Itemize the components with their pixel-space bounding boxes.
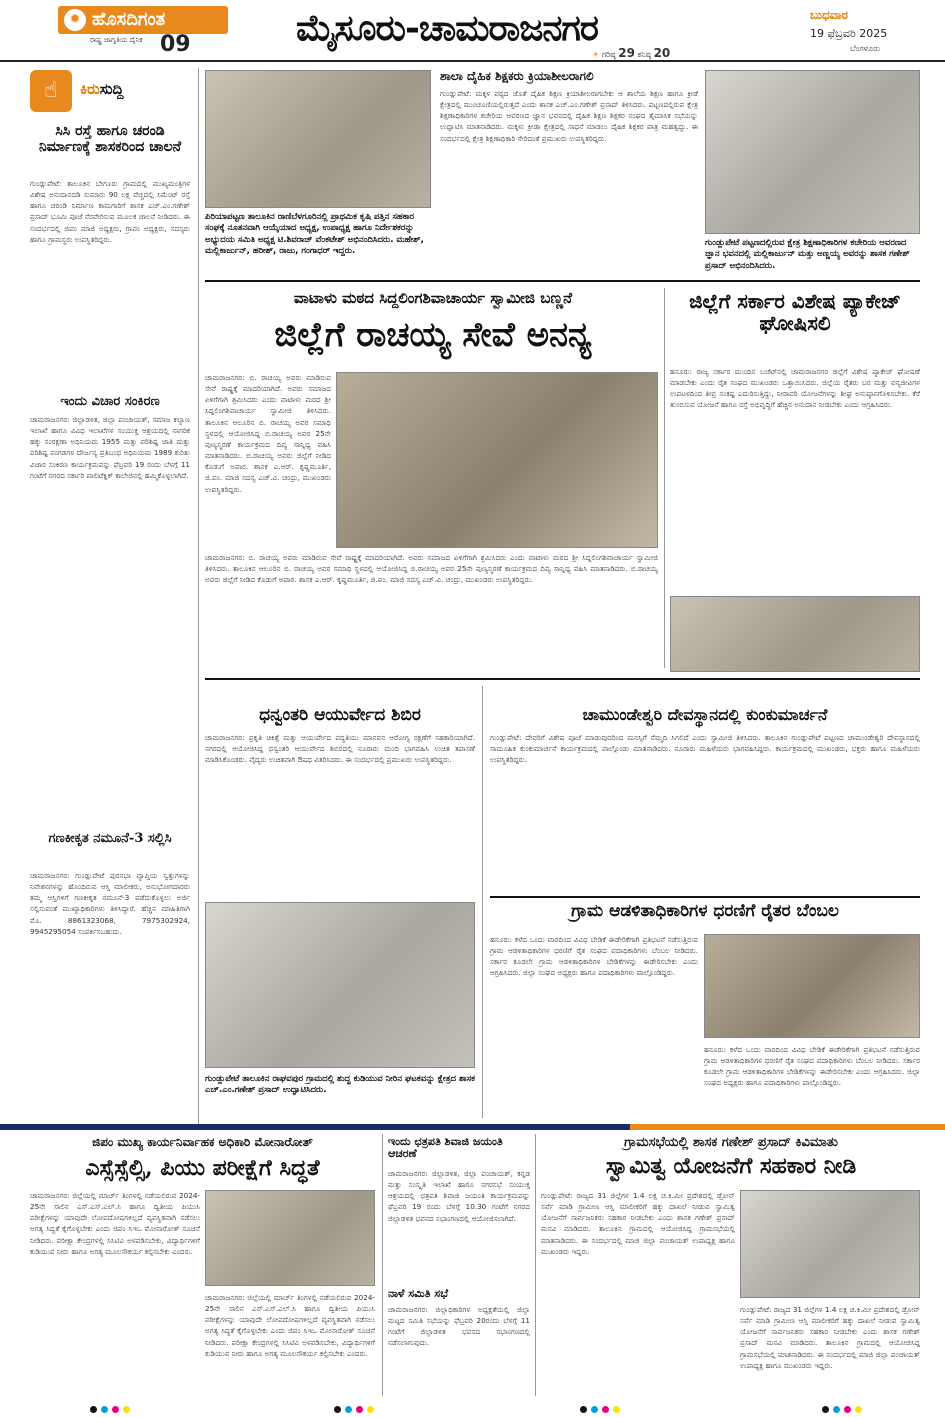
body-sslc-col2: ಚಾಮರಾಜನಗರ: ಜಿಲ್ಲೆಯಲ್ಲಿ ಮಾರ್ಚ್ ತಿಂಗಳಲ್ಲಿ ನಡೆಯಲಿರುವ 2024-25ನೇ ಸಾಲಿನ ಎಸ್.ಎಸ್.ಎಲ್.ಸಿ ಹಾಗೂ ದ್ವಿತೀಯ ಪಿಯುಸಿ ಪರೀಕ್ಷೆಗಳನ್ನು ಯಾವುದೇ ಲೋಪದೋಷಗಳಿಲ್ಲದೆ ವ್ಯವಸ್ಥಿತವಾಗಿ ನಡೆಸಲು ಅಗತ್ಯ ಸಿದ್ಧತೆ ಕೈಗೊಳ್ಳಬೇಕು ಎಂದು ಜಿಪಂ ಸಿಇಒ ಮೋನಾರೋತ್ ಸೂಚನೆ ನೀಡಿದರು. ಪರೀಕ್ಷಾ ಕೇಂದ್ರಗಳಲ್ಲಿ ಸಿಸಿಟಿವಿ ಅಳವಡಿಸಬೇಕು, ವಿದ್ಯಾರ್ಥಿಗಳಿಗೆ ಕುಡಿಯುವ ನೀರು ಹಾಗೂ ಅಗತ್ಯ ಮೂಲಸೌಕರ್ಯ ಕಲ್ಪಿಸಬೇಕು ಎಂದರು. <box>205 1293 375 1358</box>
lamp-icon: ✹ <box>64 9 86 31</box>
brief-title-seminar: ಇಂದು ವಿಚಾರ ಸಂಕಿರಣ <box>60 394 160 409</box>
registration-dots-mid-left <box>332 1406 376 1413</box>
body-sslc-col1: ಚಾಮರಾಜನಗರ: ಜಿಲ್ಲೆಯಲ್ಲಿ ಮಾರ್ಚ್ ತಿಂಗಳಲ್ಲಿ ನಡೆಯಲಿರುವ 2024-25ನೇ ಸಾಲಿನ ಎಸ್.ಎಸ್.ಎಲ್.ಸಿ ಹಾಗೂ ದ್ವಿತೀಯ ಪಿಯುಸಿ ಪರೀಕ್ಷೆಗಳನ್ನು ಯಾವುದೇ ಲೋಪದೋಷಗಳಿಲ್ಲದೆ ವ್ಯವಸ್ಥಿತವಾಗಿ ನಡೆಸಲು ಅಗತ್ಯ ಸಿದ್ಧತೆ ಕೈಗೊಳ್ಳಬೇಕು ಎಂದು ಜಿಪಂ ಸಿಇಒ ಮೋನಾರೋತ್ ಸೂಚನೆ ನೀಡಿದರು. ಪರೀಕ್ಷಾ ಕೇಂದ್ರಗಳಲ್ಲಿ ಸಿಸಿಟಿವಿ ಅಳವಡಿಸಬೇಕು, ವಿದ್ಯಾರ್ಥಿಗಳಿಗೆ ಕುಡಿಯುವ ನೀರು ಹಾಗೂ ಅಗತ್ಯ ಮೂಲಸೌಕರ್ಯ ಕಲ್ಪಿಸಬೇಕು ಎಂದರು. <box>30 1191 200 1256</box>
body-kumkumarchane: ಗುಂಡ್ಲುಪೇಟೆ: ದೇವರಿಗೆ ವಿಶೇಷ ಪೂಜೆ ಮಾಡುವುದರಿಂದ ಮನಸ್ಸಿಗೆ ನೆಮ್ಮದಿ ಸಿಗಲಿದೆ ಎಂದು ಸ್ವಾಮೀಜಿ ತಿಳಿಸಿದರು. ತಾಲೂಕಿನ ಗುಂಡ್ಲುಪೇಟೆ ಪಟ್ಟಣದ ಚಾಮುಂಡೇಶ್ವರಿ ದೇವಸ್ಥಾನದಲ್ಲಿ ಸಾಮೂಹಿಕ ಕುಂಕುಮಾರ್ಚನೆ ಕಾರ್ಯಕ್ರಮದಲ್ಲಿ ಪಾಲ್ಗೊಂಡು ಮಾತನಾಡಿದರು. ನೂರಾರು ಮಹಿಳೆಯರು ಭಾಗವಹಿಸಿದ್ದರು. ಕಾರ್ಯಕ್ರಮದಲ್ಲಿ ಮುಖಂಡರು, ಭಕ್ತರು ಹಾಗೂ ಮಹಿಳೆಯರು ಉಪಸ್ಥಿತರಿದ್ದರು. <box>490 733 920 765</box>
weather-min-label: ಕನಿಷ್ಠ <box>637 50 652 59</box>
caption-pe-teachers: ಗುಂಡ್ಲುಪೇಟೆ ಪಟ್ಟಣದಲ್ಲಿರುವ ಕ್ಷೇತ್ರ ಶಿಕ್ಷಣಾಧಿಕಾರಿಗಳ ಕಚೇರಿಯ ಆವರಣದ ಜ್ಞಾನ ಭವನದಲ್ಲಿ ಮಲ್ಲಿಕಾರ್ಜುನ್ ಮತ್ತು ಅಣ್ಣಯ್ಯ ಅವರನ್ನು ಶಾಸಕ ಗಣೇಶ್ ಪ್ರಸಾದ್ ಅಭಿನಂದಿಸಿದರು. <box>705 238 910 271</box>
newspaper-logo: ಹೊಸದಿಗಂತ <box>58 6 228 34</box>
lead-kicker: ವಾಟಾಳು ಮಠದ ಸಿದ್ದಲಿಂಗಶಿವಾಚಾರ್ಯ ಸ್ವಾಮೀಜಿ ಬಣ್ಣನೆ <box>293 289 573 307</box>
page-number: 09 <box>160 32 191 57</box>
brief-title-form3: ಗಣಕೀಕೃತ ನಮೂನೆ-3 ಸಲ್ಲಿಸಿ <box>48 831 172 846</box>
brief-title-road: ಸಿಸಿ ರಸ್ತೆ ಹಾಗೂ ಚರಂಡಿ ನಿರ್ಮಾಣಕ್ಕೆ ಶಾಸಕರಿಂದ ಚಾಲನೆ <box>38 123 182 155</box>
headline-shivaji: ಇಂದು ಛತ್ರಪತಿ ಶಿವಾಜಿ ಜಯಂತಿ ಆಚರಣೆ <box>388 1135 503 1161</box>
headline-sslc: ಎಸ್ಸೆಸ್ಸೆಲ್ಸಿ, ಪಿಯು ಪರೀಕ್ಷೆಗೆ ಸಿದ್ಧತೆ <box>85 1155 320 1181</box>
photo-exam-meeting <box>205 1190 375 1286</box>
body-ayurveda: ಚಾಮರಾಜನಗರ: ಪ್ರಕೃತಿ ಚಿಕಿತ್ಸೆ ಮತ್ತು ಆಯುರ್ವೇದ ಪದ್ಧತಿಯು ಮಾನವನ ಆರೋಗ್ಯ ರಕ್ಷಣೆಗೆ ಸಹಕಾರಿಯಾಗಿದೆ. ನಗರದಲ್ಲಿ ಆಯೋಜಿಸಿದ್ದ ಧನ್ವಂತರಿ ಆಯುರ್ವೇದ ಶಿಬಿರದಲ್ಲಿ ನೂರಾರು ಮಂದಿ ಭಾಗವಹಿಸಿ ಉಚಿತ ತಪಾಸಣೆ ಮಾಡಿಸಿಕೊಂಡರು. ವೈದ್ಯರು ಉಚಿತವಾಗಿ ಔಷಧ ವಿತರಿಸಿದರು. ಈ ಸಂದರ್ಭದಲ್ಲಿ ಪ್ರಮುಖರು ಉಪಸ್ಥಿತರಿದ್ದರು. <box>205 733 475 765</box>
photo-pe-teachers-group <box>705 70 920 234</box>
section-rule-3 <box>490 896 920 898</box>
body-pe-teachers: ಗುಂಡ್ಲುಪೇಟೆ: ಮಕ್ಕಳ ಪಠ್ಯದ ಜೊತೆ ದೈಹಿಕ ಶಿಕ್ಷಣ ಕ್ರಿಯಾಶೀಲರಾಗಬೇಕು ಆ ಶಾಲೆಯ ಶಿಕ್ಷಣ ಹಾಗೂ ಕ್ರೀಡೆ ಕ್ಷೇತ್ರದಲ್ಲಿ ಮುಂಚೂಣಿಯಲ್ಲಿರುತ್ತದೆ ಎಂದು ಶಾಸಕ ಎಚ್.ಎಂ.ಗಣೇಶ್ ಪ್ರಸಾದ್ ತಿಳಿಸಿದರು. ಪಟ್ಟಣದಲ್ಲಿರುವ ಕ್ಷೇತ್ರ ಶಿಕ್ಷಣಾಧಿಕಾರಿಗಳ ಕಚೇರಿಯ ಆವರಣದ ಜ್ಞಾನ ಭವನದಲ್ಲಿ ದೈಹಿಕ ಶಿಕ್ಷಣ ಶಿಕ್ಷಕರ ಸಂಘದ ತೈಮಾಸಿಕ ಸಭೆಯನ್ನು ಉದ್ಘಾಟಿಸಿ ಮಾತನಾಡಿದರು. ಮಕ್ಕಳು ಕ್ರೀಡಾ ಕ್ಷೇತ್ರದಲ್ಲಿ ಸಾಧನೆ ಮಾಡಲು ದೈಹಿಕ ಶಿಕ್ಷಕರ ಪಾತ್ರ ಮಹತ್ವದ್ದು. ಈ ಸಂದರ್ಭದಲ್ಲಿ ಕ್ಷೇತ್ರ ಶಿಕ್ಷಣಾಧಿಕಾರಿ ಸೇರಿದಂತೆ ಪ್ರಮುಖರು ಉಪಸ್ಥಿತರಿದ್ದರು. <box>440 89 698 143</box>
body-farmers-col2: ಹನೂರು: ಕಳೆದ ಒಂದು ವಾರದಿಂದ ವಿವಿಧ ಬೇಡಿಕೆ ಈಡೇರಿಕೆಗಾಗಿ ಪ್ರತಿಭಟನೆ ನಡೆಸುತ್ತಿರುವ ಗ್ರಾಮ ಆಡಳಿತಾಧಿಕಾರಿಗಳ ಧರಣಿಗೆ ರೈತ ಸಂಘದ ಪದಾಧಿಕಾರಿಗಳು ಬೆಂಬಲ ನೀಡಿದರು. ಸರ್ಕಾರ ಕೂಡಲೇ ಗ್ರಾಮ ಆಡಳಿತಾಧಿಕಾರಿಗಳ ಬೇಡಿಕೆಗಳನ್ನು ಈಡೇರಿಸಬೇಕು ಎಂದು ಆಗ್ರಹಿಸಿದರು. ಜಿಲ್ಲಾ ಸಂಘದ ಅಧ್ಯಕ್ಷರು ಹಾಗೂ ಪದಾಧಿಕಾರಿಗಳು ಪಾಲ್ಗೊಂಡಿದ್ದರು. <box>704 1045 920 1088</box>
weather-min: 20 <box>653 46 671 60</box>
headline-kumkumarchane: ಚಾಮುಂಡೇಶ್ವರಿ ದೇವಸ್ಥಾನದಲ್ಲಿ ಕುಂಕುಮಾರ್ಚನೆ <box>582 705 828 724</box>
headline-farmers-support: ಗ್ರಾಮ ಆಡಳಿತಾಧಿಕಾರಿಗಳ ಧರಣಿಗೆ ರೈತರ ಬೆಂಬಲ <box>571 901 839 921</box>
hand-icon: ☝ <box>30 70 72 112</box>
kicker-sslc: ಜಿಪಂ ಮುಖ್ಯ ಕಾರ್ಯನಿರ್ವಾಹಕ ಅಧಿಕಾರಿ ಮೋನಾರೋತ್ <box>92 1135 313 1149</box>
body-shivaji: ಚಾಮರಾಜನಗರ: ಜಿಲ್ಲಾಡಳಿತ, ಜಿಲ್ಲಾ ಪಂಚಾಯತ್, ಕನ್ನಡ ಮತ್ತು ಸಂಸ್ಕೃತಿ ಇಲಾಖೆ ಹಾಗೂ ನಗರಸಭೆ ಸಂಯುಕ್ತ ಆಶ್ರಯದಲ್ಲಿ ಛತ್ರಪತಿ ಶಿವಾಜಿ ಜಯಂತಿ ಕಾರ್ಯಕ್ರಮವನ್ನು ಫೆಬ್ರವರಿ 19 ರಂದು ಬೆಳಗ್ಗೆ 10.30 ಗಂಟೆಗೆ ನಗರದ ಜಿಲ್ಲಾಡಳಿತ ಭವನದ ಸಭಾಂಗಣದಲ್ಲಿ ಆಯೋಜಿಸಲಾಗಿದೆ. <box>388 1169 530 1223</box>
photo-farmers-meeting <box>670 596 920 672</box>
brief-body-form3: ಚಾಮರಾಜನಗರ: ಗುಂಡ್ಲುಪೇಟೆ ಪುರಸಭಾ ವ್ಯಾಪ್ತಿಯ ಸ್ವತ್ತುಗಳನ್ನು ನಿವೇಶನಗಳನ್ನು ಹೊಂದಿರುವ ಆಸ್ತಿ ಮಾಲೀಕರು, ಅನುಭೋಗದಾರರು ತಮ್ಮ ಆಸ್ತಿಗಳಿಗೆ ಗಣಕೀಕೃತ ನಮೂನೆ-3 ಪಡೆದುಕೊಳ್ಳಲು ಅರ್ಜಿ ಸಲ್ಲಿಸುವಂತೆ ಮುಖ್ಯಾಧಿಕಾರಿಗಳು ತಿಳಿಸಿದ್ದಾರೆ. ಹೆಚ್ಚಿನ ಮಾಹಿತಿಗಾಗಿ ಮೊ. 8861323068, 7975302924, 9945295054 ಸಂಪರ್ಕಿಸಬಹುದು. <box>30 871 190 936</box>
headline-ayurveda: ಧನ್ವಂತರಿ ಆಯುರ್ವೇದ ಶಿಬಿರ <box>259 705 421 725</box>
kiru-label-b: ಸುದ್ದಿ <box>99 80 124 98</box>
headline-pe-teachers: ಶಾಲಾ ದೈಹಿಕ ಶಿಕ್ಷಕರು ಕ್ರಿಯಾಶೀಲರಾಗಲಿ <box>440 69 594 83</box>
column-divider-3 <box>482 686 483 1118</box>
headline-svamitva: ಸ್ವಾಮಿತ್ವ ಯೋಜನೆಗೆ ಸಹಕಾರ ನೀಡಿ <box>605 1153 857 1179</box>
photo-gram-sabha <box>740 1190 920 1298</box>
lead-headline: ಜಿಲ್ಲೆಗೆ ರಾಚಯ್ಯ ಸೇವೆ ಅನನ್ಯ <box>274 315 592 355</box>
sun-icon: ☀ <box>592 50 600 59</box>
registration-dots-mid-right <box>578 1406 622 1413</box>
weekday: ಬುಧವಾರ <box>810 8 848 22</box>
photo-farmers-protest <box>704 934 920 1038</box>
weather-max-label: ಗರಿಷ್ಠ <box>601 50 616 59</box>
body-special-package: ಹನೂರು: ರಾಜ್ಯ ಸರ್ಕಾರ ಮುಂದಿನ ಬಜೆಟ್‌ನಲ್ಲಿ ಚಾಮರಾಜನಗರ ಜಿಲ್ಲೆಗೆ ವಿಶೇಷ ಪ್ಯಾಕೇಜ್ ಘೋಷಣೆ ಮಾಡಬೇಕು ಎಂದು ರೈತ ಸಂಘದ ಮುಖಂಡರು ಒತ್ತಾಯಿಸಿದರು. ಜಿಲ್ಲೆಯ ರೈತರು ಬರ ಮತ್ತು ವನ್ಯಜೀವಿಗಳ ಉಪಟಳದಿಂದ ತೀವ್ರ ಸಂಕಷ್ಟ ಎದುರಿಸುತ್ತಿದ್ದು, ನೀರಾವರಿ ಯೋಜನೆಗಳನ್ನು ಶೀಘ್ರ ಅನುಷ್ಠಾನಗೊಳಿಸಬೇಕು. ಕೆರೆ ತುಂಬಿಸುವ ಯೋಜನೆ ಹಾಗೂ ರಸ್ತೆ ಅಭಿವೃದ್ಧಿಗೆ ಹೆಚ್ಚಿನ ಅನುದಾನ ನೀಡಬೇಕು ಎಂದು ಆಗ್ರಹಿಸಿದರು. <box>670 367 920 410</box>
lead-body-cont: ಚಾಮರಾಜನಗರ: ಬಿ. ರಾಚಯ್ಯ ಅವರು ಮಾಡಿರುವ ಸೇವೆ ರಾಷ್ಟ್ರಕ್ಕೆ ಮಾದರಿಯಾಗಿದೆ. ಅವರು ಸಮಾಜದ ಏಳಿಗೆಗಾಗಿ ಶ್ರಮಿಸಿದರು ಎಂದು ವಾಟಾಳು ಮಠದ ಶ್ರೀ ಸಿದ್ದಲಿಂಗಶಿವಾಚಾರ್ಯ ಸ್ವಾಮೀಜಿ ತಿಳಿಸಿದರು. ತಾಲೂಕಿನ ಆಲೂರಿನ ಬಿ. ರಾಚಯ್ಯ ಅವರ ಸಮಾಧಿ ಸ್ಥಳದಲ್ಲಿ ಆಯೋಜಿಸಿದ್ದ ಬಿ.ರಾಚಯ್ಯ ಅವರ 25ನೇ ಪುಣ್ಯಸ್ಮರಣೆ ಕಾರ್ಯಕ್ರಮದ ದಿವ್ಯ ಸಾನ್ನಿಧ್ಯ ವಹಿಸಿ ಮಾತನಾಡಿದರು. ಬಿ.ರಾಚಯ್ಯ ಅವರು ಜಿಲ್ಲೆಗೆ ನೀಡಿದ ಕೊಡುಗೆ ಅಪಾರ. ಶಾಸಕ ಎ.ಆರ್. ಕೃಷ್ಣಮೂರ್ತಿ, ಜಿ.ಪಂ. ಮಾಜಿ ಸದಸ್ಯ ಎಚ್.ವಿ. ಚಂದ್ರು, ಮುಖಂಡರು ಉಪಸ್ಥಿತರಿದ್ದರು. <box>205 553 658 585</box>
caption-cooperative: ಪಿರಿಯಾಪಟ್ಟಣ ತಾಲೂಕಿನ ರಾಣಿಬೆಳಗೂರಿನಲ್ಲಿ ಪ್ರಾಥಮಿಕ ಕೃಷಿ ಪತ್ತಿನ ಸಹಕಾರ ಸಂಘಕ್ಕೆ ನೂತನವಾಗಿ ಆಯ್ಕೆಯಾದ ಅಧ್ಯಕ್ಷ, ಉಪಾಧ್ಯಕ್ಷ ಹಾಗೂ ನಿರ್ದೇಶಕರನ್ನು ಅಭ್ಯುದಯ ಸಮಿತಿ ಅಧ್ಯಕ್ಷ ಟಿ.ಶಿವರಾಜ್ ವೆಂಕಟೇಶ್ ಅಭಿನಂದಿಸಿದರು. ಮಹೇಶ್, ಮಲ್ಲಿಕಾರ್ಜುನ್, ಹರೀಶ್, ರಾಜು, ಗಂಗಾಧರ್ ಇದ್ದರು. <box>205 212 424 257</box>
kiru-suddi-label <box>80 80 124 98</box>
registration-dots-right <box>820 1406 864 1413</box>
weather-max: 29 <box>618 46 635 60</box>
photo-rachaiah-tribute <box>336 372 658 548</box>
column-divider-4 <box>382 1134 383 1396</box>
body-farmers-col1: ಹನೂರು: ಕಳೆದ ಒಂದು ವಾರದಿಂದ ವಿವಿಧ ಬೇಡಿಕೆ ಈಡೇರಿಕೆಗಾಗಿ ಪ್ರತಿಭಟನೆ ನಡೆಸುತ್ತಿರುವ ಗ್ರಾಮ ಆಡಳಿತಾಧಿಕಾರಿಗಳ ಧರಣಿಗೆ ರೈತ ಸಂಘದ ಪದಾಧಿಕಾರಿಗಳು ಬೆಂಬಲ ನೀಡಿದರು. ಸರ್ಕಾರ ಕೂಡಲೇ ಗ್ರಾಮ ಆಡಳಿತಾಧಿಕಾರಿಗಳ ಬೇಡಿಕೆಗಳನ್ನು ಈಡೇರಿಸಬೇಕು ಎಂದು ಆಗ್ರಹಿಸಿದರು. ಜಿಲ್ಲಾ ಸಂಘದ ಅಧ್ಯಕ್ಷರು ಹಾಗೂ ಪದಾಧಿಕಾರಿಗಳು ಪಾಲ್ಗೊಂಡಿದ್ದರು. <box>490 935 698 978</box>
caption-water-unit: ಗುಂಡ್ಲುಪೇಟೆ ತಾಲೂಕಿನ ರಾಘವಪುರ ಗ್ರಾಮದಲ್ಲಿ ಶುದ್ಧ ಕುಡಿಯುವ ನೀರಿನ ಘಟಕವನ್ನು ಕ್ಷೇತ್ರದ ಶಾಸಕ ಎಚ್.ಎಂ.ಗಣೇಶ್ ಪ್ರಸಾದ್ ಉದ್ಘಾಟಿಸಿದರು. <box>205 1074 475 1096</box>
color-bar-orange <box>630 1124 945 1130</box>
edition-title: ಮೈಸೂರು-ಚಾಮರಾಜನಗರ <box>296 7 598 49</box>
body-svamitva-col2: ಗುಂಡ್ಲುಪೇಟೆ: ರಾಜ್ಯದ 31 ಜಿಲ್ಲೆಗಳ 1.4 ಲಕ್ಷ ಚ.ಕಿ.ಮೀ ಪ್ರದೇಶದಲ್ಲಿ ಡ್ರೋನ್ ಸರ್ವೆ ಮಾಡಿ ಗ್ರಾಮೀಣ ಆಸ್ತಿ ಮಾಲೀಕರಿಗೆ ಹಕ್ಕು ದಾಖಲೆ ನೀಡುವ ಸ್ವಾಮಿತ್ವ ಯೋಜನೆಗೆ ಸಾರ್ವಜನಿಕರು ಸಹಕಾರ ನೀಡಬೇಕು ಎಂದು ಶಾಸಕ ಗಣೇಶ್ ಪ್ರಸಾದ್ ಮನವಿ ಮಾಡಿದರು. ತಾಲೂಕಿನ ಗ್ರಾಮದಲ್ಲಿ ಆಯೋಜಿಸಿದ್ದ ಗ್ರಾಮಸಭೆಯಲ್ಲಿ ಮಾತನಾಡಿದರು. ಈ ಸಂದರ್ಭದಲ್ಲಿ ಮಾಜಿ ಜಿಲ್ಲಾ ಪಂಚಾಯತ್ ಉಪಾಧ್ಯಕ್ಷ ಹಾಗೂ ಮುಖಂಡರು ಇದ್ದರು. <box>740 1305 920 1370</box>
photo-cooperative-felicitation <box>205 70 431 208</box>
section-rule <box>205 280 920 282</box>
section-rule-2 <box>205 678 920 680</box>
body-committee-meeting: ಚಾಮರಾಜನಗರ: ಜಿಲ್ಲಾಧಿಕಾರಿಗಳ ಅಧ್ಯಕ್ಷತೆಯಲ್ಲಿ ಜಿಲ್ಲಾ ಮಟ್ಟದ ಸಮಿತಿ ಸಭೆಯನ್ನು ಫೆಬ್ರವರಿ 20ರಂದು ಬೆಳಗ್ಗೆ 11 ಗಂಟೆಗೆ ಜಿಲ್ಲಾಡಳಿತ ಭವನದ ಸಭಾಂಗಣದಲ್ಲಿ ನಡೆಸಲಾಗುವುದು. <box>388 1305 530 1348</box>
kicker-svamitva: ಗ್ರಾಮಸಭೆಯಲ್ಲಿ ಶಾಸಕ ಗಣೇಶ್ ಪ್ರಸಾದ್ ಕಿವಿಮಾತು <box>624 1135 838 1150</box>
lead-body-col1: ಚಾಮರಾಜನಗರ: ಬಿ. ರಾಚಯ್ಯ ಅವರು ಮಾಡಿರುವ ಸೇವೆ ರಾಷ್ಟ್ರಕ್ಕೆ ಮಾದರಿಯಾಗಿದೆ. ಅವರು ಸಮಾಜದ ಏಳಿಗೆಗಾಗಿ ಶ್ರಮಿಸಿದರು ಎಂದು ವಾಟಾಳು ಮಠದ ಶ್ರೀ ಸಿದ್ದಲಿಂಗಶಿವಾಚಾರ್ಯ ಸ್ವಾಮೀಜಿ ತಿಳಿಸಿದರು. ತಾಲೂಕಿನ ಆಲೂರಿನ ಬಿ. ರಾಚಯ್ಯ ಅವರ ಸಮಾಧಿ ಸ್ಥಳದಲ್ಲಿ ಆಯೋಜಿಸಿದ್ದ ಬಿ.ರಾಚಯ್ಯ ಅವರ 25ನೇ ಪುಣ್ಯಸ್ಮರಣೆ ಕಾರ್ಯಕ್ರಮದ ದಿವ್ಯ ಸಾನ್ನಿಧ್ಯ ವಹಿಸಿ ಮಾತನಾಡಿದರು. ಬಿ.ರಾಚಯ್ಯ ಅವರು ಜಿಲ್ಲೆಗೆ ನೀಡಿದ ಕೊಡುಗೆ ಅಪಾರ. ಶಾಸಕ ಎ.ಆರ್. ಕೃಷ್ಣಮೂರ್ತಿ, ಜಿ.ಪಂ. ಮಾಜಿ ಸದಸ್ಯ ಎಚ್.ವಿ. ಚಂದ್ರು, ಮುಖಂಡರು ಉಪಸ್ಥಿತರಿದ್ದರು. <box>205 373 331 494</box>
kiru-label-a: ಕಿರು <box>80 80 100 98</box>
color-bar-blue <box>0 1124 630 1130</box>
headline-special-package: ಜಿಲ್ಲೆಗೆ ಸರ್ಕಾರ ವಿಶೇಷ ಪ್ಯಾಕೇಜ್ ಘೋಷಿಸಲಿ <box>689 289 901 336</box>
city: ಬೆಂಗಳೂರು <box>850 44 880 53</box>
photo-water-unit-inauguration <box>205 902 475 1068</box>
registration-dots-left <box>88 1406 132 1413</box>
column-divider-2 <box>664 288 665 668</box>
column-divider <box>198 68 199 1124</box>
brief-body-road: ಗುಂಡ್ಲುಪೇಟೆ: ತಾಲೂಕಿನ ಬೇಗೂರು ಗ್ರಾಮದಲ್ಲಿ ಮುಖ್ಯಮಂತ್ರಿಗಳ ವಿಶೇಷ ಅನುದಾನದಡಿ ಸುಮಾರು 90 ಲಕ್ಷ ವೆಚ್ಚದಲ್ಲಿ ಸಿಮೆಂಟ್ ರಸ್ತೆ ಹಾಗೂ ಚರಂಡಿ ನಿರ್ಮಾಣ ಕಾಮಗಾರಿಗೆ ಶಾಸಕ ಎಚ್.ಎಂ.ಗಣೇಶ್ ಪ್ರಸಾದ್ ಭೂಮಿ ಪೂಜೆ ನೆರವೇರಿಸುವ ಮೂಲಕ ಚಾಲನೆ ನೀಡಿದರು. ಈ ಸಂದರ್ಭದಲ್ಲಿ ಜಿಪಂ ಮಾಜಿ ಅಧ್ಯಕ್ಷರು, ಗ್ರಾಪಂ ಅಧ್ಯಕ್ಷರು, ಸದಸ್ಯರು ಹಾಗೂ ಗ್ರಾಮಸ್ಥರು ಉಪಸ್ಥಿತರಿದ್ದರು. <box>30 179 190 244</box>
headline-committee-meeting: ನಾಳೆ ಸಮಿತಿ ಸಭೆ <box>388 1287 449 1300</box>
column-divider-5 <box>535 1134 536 1396</box>
body-svamitva-col1: ಗುಂಡ್ಲುಪೇಟೆ: ರಾಜ್ಯದ 31 ಜಿಲ್ಲೆಗಳ 1.4 ಲಕ್ಷ ಚ.ಕಿ.ಮೀ ಪ್ರದೇಶದಲ್ಲಿ ಡ್ರೋನ್ ಸರ್ವೆ ಮಾಡಿ ಗ್ರಾಮೀಣ ಆಸ್ತಿ ಮಾಲೀಕರಿಗೆ ಹಕ್ಕು ದಾಖಲೆ ನೀಡುವ ಸ್ವಾಮಿತ್ವ ಯೋಜನೆಗೆ ಸಾರ್ವಜನಿಕರು ಸಹಕಾರ ನೀಡಬೇಕು ಎಂದು ಶಾಸಕ ಗಣೇಶ್ ಪ್ರಸಾದ್ ಮನವಿ ಮಾಡಿದರು. ತಾಲೂಕಿನ ಗ್ರಾಮದಲ್ಲಿ ಆಯೋಜಿಸಿದ್ದ ಗ್ರಾಮಸಭೆಯಲ್ಲಿ ಮಾತನಾಡಿದರು. ಈ ಸಂದರ್ಭದಲ್ಲಿ ಮಾಜಿ ಜಿಲ್ಲಾ ಪಂಚಾಯತ್ ಉಪಾಧ್ಯಕ್ಷ ಹಾಗೂ ಮುಖಂಡರು ಇದ್ದರು. <box>541 1191 735 1256</box>
weather-readout <box>592 46 670 60</box>
brief-body-seminar: ಚಾಮರಾಜನಗರ: ಜಿಲ್ಲಾಡಳಿತ, ಜಿಲ್ಲಾ ಪಂಚಾಯತ್, ಸಮಾಜ ಕಲ್ಯಾಣ ಇಲಾಖೆ ಹಾಗೂ ವಿವಿಧ ಇಲಾಖೆಗಳ ಸಂಯುಕ್ತ ಆಶ್ರಯದಲ್ಲಿ ನಾಗರಿಕ ಹಕ್ಕು ಸಂರಕ್ಷಣಾ ಅಧಿನಿಯಮ 1955 ಮತ್ತು ಪರಿಶಿಷ್ಟ ಜಾತಿ ಮತ್ತು ಪರಿಶಿಷ್ಟ ಪಂಗಡಗಳ ದೌರ್ಜನ್ಯ ಪ್ರತಿಬಂಧ ಅಧಿನಿಯಮ 1989 ಕುರಿತು ವಿಚಾರ ಸಂಕಿರಣ ಕಾರ್ಯಕ್ರಮವನ್ನು ಫೆಬ್ರವರಿ 19 ರಂದು ಬೆಳಗ್ಗೆ 11 ಗಂಟೆಗೆ ನಗರದ ಸರ್ಕಾರಿ ಪಾಲಿಟೆಕ್ನಿಕ್ ಕಾಲೇಜಿನಲ್ಲಿ ಹಮ್ಮಿಕೊಳ್ಳಲಾಗಿದೆ. <box>30 415 190 480</box>
date: 19 ಫೆಬ್ರವರಿ 2025 <box>810 27 888 40</box>
tagline: ರಾಷ್ಟ್ರ ಜಾಗೃತಿಯ ದೈನಿಕ <box>90 36 143 44</box>
